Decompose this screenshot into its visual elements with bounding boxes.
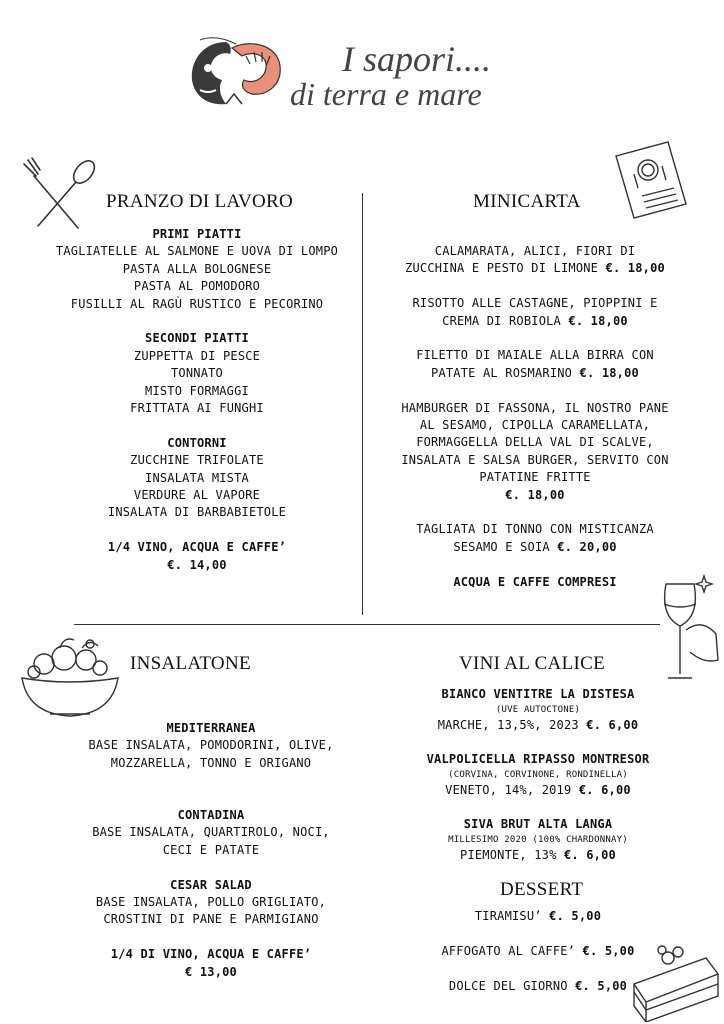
primi-title: PRIMI PIATTI bbox=[152, 227, 242, 241]
secondi-item: MISTO FORMAGGI bbox=[145, 383, 249, 398]
wine-name: VALPOLICELLA RIPASSO MONTRESOR bbox=[426, 751, 650, 766]
minicarta-price: €. 18,00 bbox=[505, 487, 565, 502]
wine-price: €. 6,00 bbox=[578, 783, 631, 798]
minicarta-title: MINICARTA bbox=[473, 191, 581, 212]
minicarta-item-line: AL SESAMO, CIPOLLA CARAMELLATA, bbox=[419, 418, 651, 433]
insalatone-section bbox=[20, 720, 402, 981]
dessert-name: TIRAMISU’ bbox=[474, 909, 542, 923]
pranzo-price: €. 14,00 bbox=[167, 557, 227, 572]
salad-name: CONTADINA bbox=[177, 808, 245, 822]
minicarta-item-line: PATATE AL ROSMARINO bbox=[431, 365, 573, 380]
minicarta-item-line: HAMBURGER DI FASSONA, IL NOSTRO PANE bbox=[401, 400, 669, 415]
minicarta-item-line: FILETTO DI MAIALE ALLA BIRRA CON bbox=[416, 348, 654, 363]
secondi-item: FRITTATA AI FUNGHI bbox=[130, 401, 264, 416]
salad-name: CESAR SALAD bbox=[170, 877, 252, 892]
pranzo-extra: 1/4 VINO, ACQUA E CAFFE’ bbox=[107, 540, 287, 555]
wine-origin: MARCHE, 13,5%, 2023 bbox=[437, 718, 579, 733]
contorni-title: CONTORNI bbox=[167, 435, 227, 450]
wine-origin: PIEMONTE, 13% bbox=[460, 848, 557, 863]
minicarta-price: €. 18,00 bbox=[579, 365, 639, 380]
wine-name: BIANCO VENTITRE LA DISTESA bbox=[441, 687, 635, 701]
dessert-name: AFFOGATO AL CAFFE’ bbox=[441, 943, 576, 958]
primi-item: TAGLIATELLE AL SALMONE E UOVA DI LOMPO bbox=[55, 244, 339, 259]
minicarta-price: €. 18,00 bbox=[605, 261, 665, 276]
minicarta-item-line: TAGLIATA DI TONNO CON MISTICANZA bbox=[416, 522, 654, 537]
minicarta-note: ACQUA E CAFFE COMPRESI bbox=[453, 574, 617, 589]
minicarta-item-line: CREMA DI ROBIOLA bbox=[442, 313, 561, 328]
minicarta-item-line: RISOTTO ALLE CASTAGNE, PIOPPINI E bbox=[412, 296, 658, 311]
dessert-name: DOLCE DEL GIORNO bbox=[448, 978, 568, 993]
dessert-price: €. 5,00 bbox=[582, 943, 635, 958]
brand-line-2: di terra e mare bbox=[290, 76, 482, 112]
contorni-item: INSALATA MISTA bbox=[145, 470, 249, 485]
shrimp-logo-icon bbox=[186, 34, 286, 110]
insalatone-title: INSALATONE bbox=[130, 653, 251, 674]
salad-desc: CROSTINI DI PANE E PARMIGIANO bbox=[103, 912, 319, 927]
dessert-section bbox=[370, 908, 706, 995]
minicarta-item-line: ZUCCHINA E PESTO DI LIMONE bbox=[405, 261, 599, 276]
salad-name: MEDITERRANEA bbox=[166, 721, 256, 735]
salad-desc: CECI E PATATE bbox=[162, 842, 260, 857]
contorni-item: INSALATA DI BARBABIETOLE bbox=[107, 505, 287, 520]
insalatone-extra: 1/4 DI VINO, ACQUA E CAFFE’ bbox=[110, 947, 312, 962]
fork-spoon-icon bbox=[20, 156, 98, 234]
secondi-item: ZUPPETTA DI PESCE bbox=[133, 348, 261, 363]
wine-price: €. 6,00 bbox=[586, 718, 639, 733]
insalatone-price: € 13,00 bbox=[185, 964, 237, 979]
minicarta-price: €. 20,00 bbox=[557, 539, 617, 554]
primi-item: PASTA AL POMODORO bbox=[133, 279, 261, 294]
menu-plate-icon bbox=[612, 138, 690, 220]
wine-name: SIVA BRUT ALTA LANGA bbox=[463, 816, 613, 831]
minicarta-section bbox=[370, 243, 700, 591]
pranzo-section bbox=[20, 226, 374, 574]
minicarta-item-line: CALAMARATA, ALICI, FIORI DI bbox=[434, 244, 636, 258]
dessert-title: DESSERT bbox=[500, 879, 584, 900]
wine-note: MILLESIMO 2020 (100% CHARDONNAY) bbox=[448, 835, 628, 846]
wine-note: (CORVINA, CORVINONE, RONDINELLA) bbox=[448, 770, 628, 781]
primi-item: FUSILLI AL RAGÙ RUSTICO E PECORINO bbox=[70, 296, 324, 311]
salad-desc: BASE INSALATA, POMODORINI, OLIVE, bbox=[88, 738, 334, 753]
primi-item: PASTA ALLA BOLOGNESE bbox=[122, 261, 272, 276]
wine-note: (UVE AUTOCTONE) bbox=[495, 705, 581, 716]
minicarta-item-line: PATATINE FRITTE bbox=[479, 470, 591, 485]
minicarta-item-line: SESAMO E SOIA bbox=[453, 539, 550, 554]
salad-desc: BASE INSALATA, QUARTIROLO, NOCI, bbox=[92, 825, 330, 840]
brand-line-1: I sapori.... bbox=[342, 39, 492, 79]
dessert-price: €. 5,00 bbox=[575, 978, 628, 993]
vini-title: VINI AL CALICE bbox=[459, 653, 605, 674]
secondi-item: TONNATO bbox=[171, 366, 223, 381]
vini-section bbox=[370, 686, 706, 864]
wine-origin: VENETO, 14%, 2019 bbox=[445, 783, 572, 798]
contorni-item: ZUCCHINE TRIFOLATE bbox=[130, 453, 264, 468]
contorni-item: VERDURE AL VAPORE bbox=[133, 488, 261, 503]
minicarta-item-line: INSALATA E SALSA BURGER, SERVITO CON bbox=[401, 452, 669, 467]
salad-desc: BASE INSALATA, POLLO GRIGLIATO, bbox=[95, 895, 327, 910]
horizontal-divider bbox=[74, 624, 660, 625]
dessert-price: €. 5,00 bbox=[549, 909, 602, 923]
minicarta-price: €. 18,00 bbox=[568, 313, 628, 328]
pranzo-title: PRANZO DI LAVORO bbox=[106, 191, 294, 212]
salad-bowl-icon bbox=[20, 630, 120, 722]
minicarta-item-line: FORMAGGELLA DELLA VAL DI SCALVE, bbox=[416, 435, 654, 450]
salad-desc: MOZZARELLA, TONNO E ORIGANO bbox=[110, 755, 312, 770]
secondi-title: SECONDI PIATTI bbox=[145, 331, 249, 346]
wine-price: €. 6,00 bbox=[563, 848, 616, 863]
